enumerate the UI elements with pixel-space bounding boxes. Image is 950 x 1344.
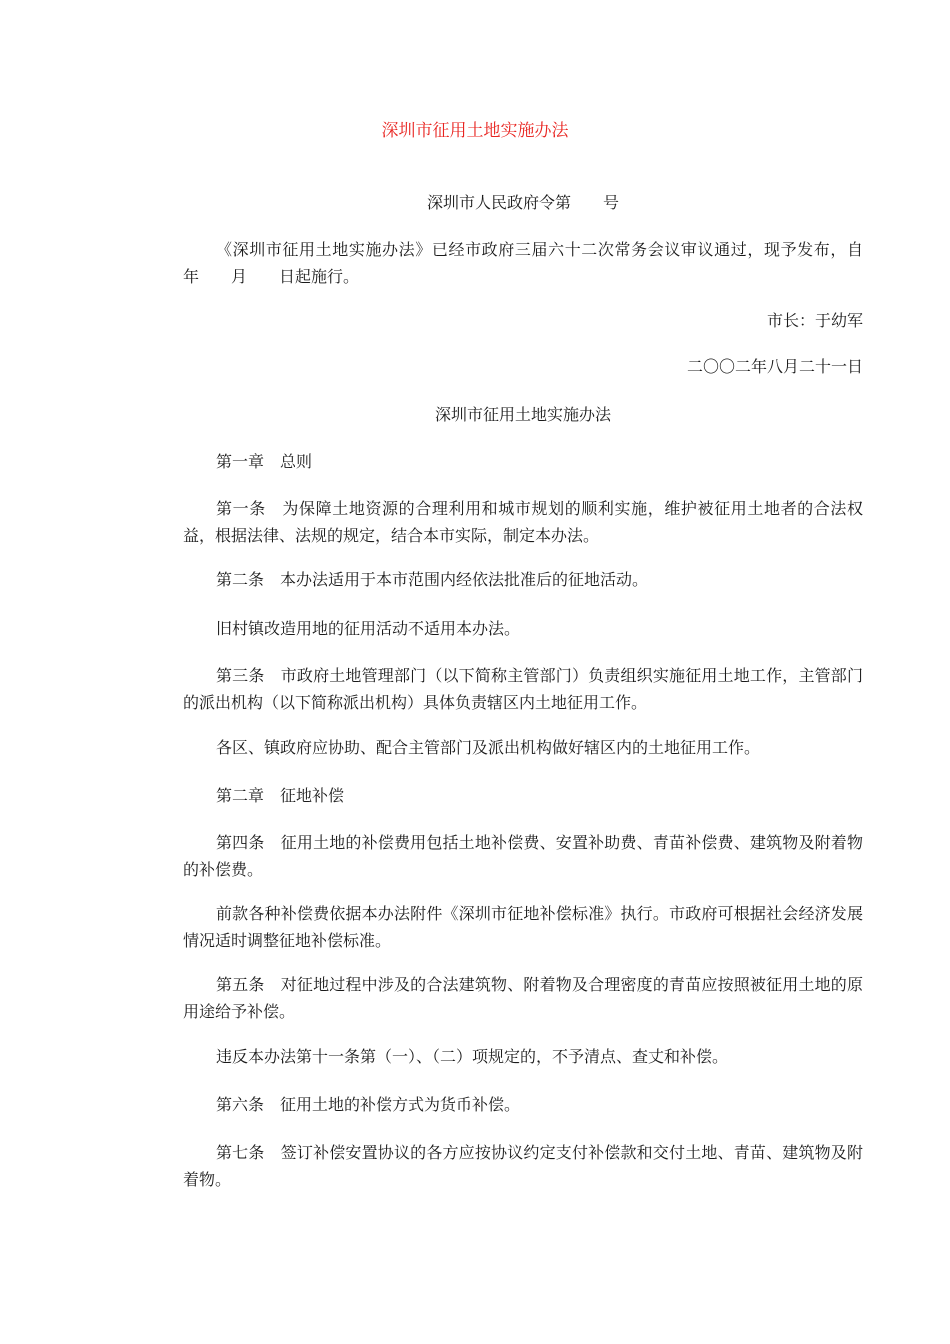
article-7: 第七条 签订补偿安置协议的各方应按协议约定支付补偿款和交付土地、青苗、建筑物及附着物。 [183, 1143, 863, 1189]
mayor-signature: 市长：于幼军 [766, 311, 863, 330]
article-3: 第三条 市政府土地管理部门（以下简称主管部门）负责组织实施征用土地工作，主管部门的派出机构（以下简称派出机构）具体负责辖区内土地征用工作。 [183, 666, 863, 712]
article-6: 第六条 征用土地的补偿方式为货币补偿。 [216, 1095, 521, 1114]
article-1: 第一条 为保障土地资源的合理利用和城市规划的顺利实施，维护被征用土地者的合法权益，根据法律、法规的规定，结合本市实际，制定本办法。 [183, 499, 863, 545]
document-title: 深圳市征用土地实施办法 [381, 121, 569, 141]
article-5-paragraph-2: 违反本办法第十一条第（一）、（二）项规定的，不予清点、查丈和补偿。 [216, 1047, 729, 1066]
order-line: 深圳市人民政府令第 号 [426, 193, 619, 212]
article-5: 第五条 对征地过程中涉及的合法建筑物、附着物及合理密度的青苗应按照被征用土地的原用途给予补偿。 [183, 975, 863, 1021]
chapter-1-heading: 第一章 总则 [216, 452, 313, 471]
article-4: 第四条 征用土地的补偿费用包括土地补偿费、安置补助费、青苗补偿费、建筑物及附着物的补偿费。 [183, 833, 863, 879]
article-4-paragraph-2: 前款各种补偿费依据本办法附件《深圳市征地补偿标准》执行。市政府可根据社会经济发展情况适时调整征地补偿标准。 [183, 904, 863, 950]
article-2: 第二条 本办法适用于本市范围内经依法批准后的征地活动。 [216, 570, 649, 589]
document-subtitle: 深圳市征用土地实施办法 [434, 405, 611, 424]
article-2-paragraph-2: 旧村镇改造用地的征用活动不适用本办法。 [216, 619, 521, 638]
issue-date: 二〇〇二年八月二十一日 [686, 357, 863, 376]
chapter-2-heading: 第二章 征地补偿 [216, 786, 345, 805]
promulgation-paragraph: 《深圳市征用土地实施办法》已经市政府三届六十二次常务会议审议通过，现予发布，自 年 月 日起施行。 [183, 240, 896, 286]
article-3-paragraph-2: 各区、镇政府应协助、配合主管部门及派出机构做好辖区内的土地征用工作。 [216, 738, 761, 757]
